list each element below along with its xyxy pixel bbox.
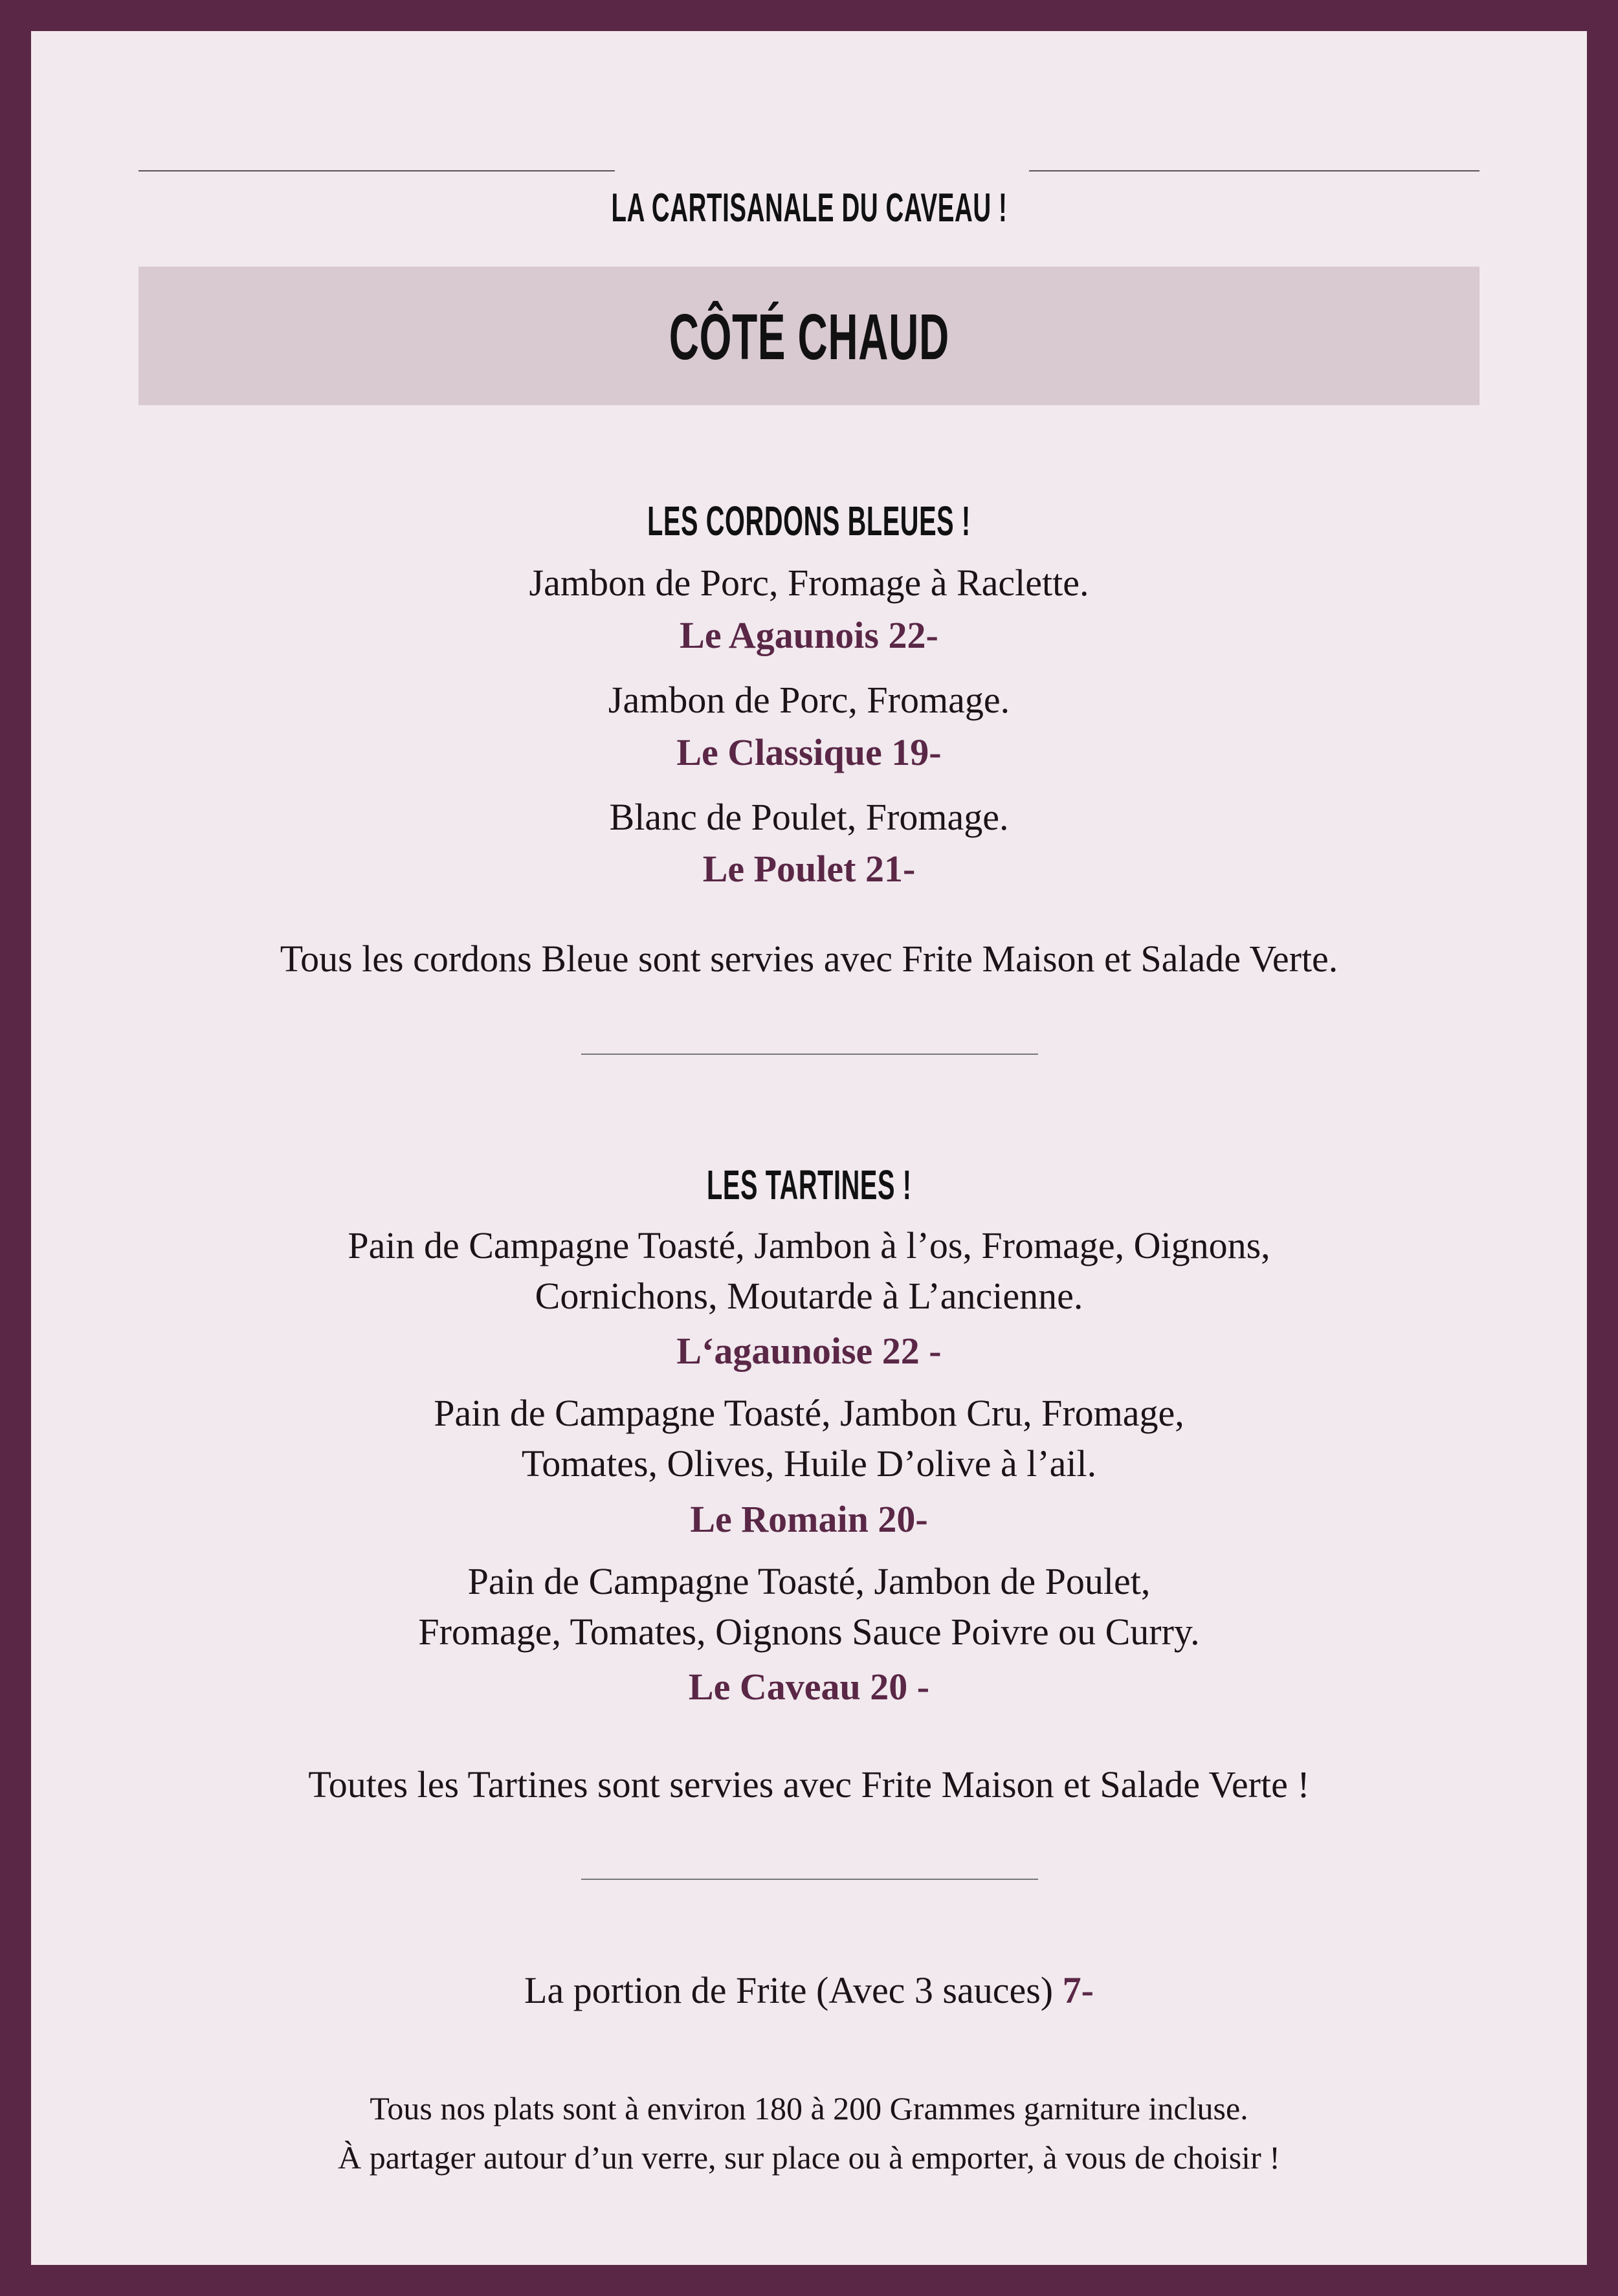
cordon-name-2: Le Classique 19-: [676, 731, 942, 773]
menu-header-title: LA CARTISANALE DU CAVEAU !: [611, 186, 1007, 230]
frites-line: [31, 1969, 1587, 2012]
menu-page: [31, 31, 1587, 2265]
tartine-desc-1-line-2: Cornichons, Moutarde à L’ancienne.: [535, 1275, 1083, 1317]
cordon-name-3: Le Poulet 21-: [702, 848, 916, 890]
frites-price: 7-: [1062, 1969, 1094, 2011]
tartine-desc-2-line-1: Pain de Campagne Toasté, Jambon Cru, Fromage,: [434, 1392, 1184, 1434]
cordons-heading: LES CORDONS BLEUES !: [647, 498, 971, 544]
section-title: CÔTÉ CHAUD: [669, 301, 949, 373]
cordon-desc-3: Blanc de Poulet, Fromage.: [609, 796, 1009, 838]
footer-note: [31, 2084, 1587, 2182]
tartine-desc-1-line-1: Pain de Campagne Toasté, Jambon à l’os, Fromage, Oignons,: [348, 1224, 1270, 1266]
cordon-desc-2: Jambon de Porc, Fromage.: [608, 679, 1010, 721]
tartine-desc-3-line-1: Pain de Campagne Toasté, Jambon de Poulet,: [467, 1560, 1151, 1602]
section-band: [139, 267, 1479, 405]
section-divider-1: [581, 1054, 1038, 1055]
frites-label: La portion de Frite (Avec 3 sauces): [524, 1969, 1063, 2011]
header-rule-right: [1029, 170, 1479, 171]
tartines-note: Toutes les Tartines sont servies avec Frite Maison et Salade Verte !: [308, 1763, 1310, 1805]
tartine-desc-1: [31, 1220, 1587, 1321]
tartine-desc-3: [31, 1556, 1587, 1657]
footer-line-2: À partager autour d’un verre, sur place ou à emporter, à vous de choisir !: [338, 2139, 1280, 2176]
cordon-name-1: Le Agaunois 22-: [680, 614, 938, 656]
tartine-name-1: L‘agaunoise 22 -: [676, 1330, 942, 1372]
tartine-desc-2: [31, 1388, 1587, 1489]
tartine-desc-2-line-2: Tomates, Olives, Huile D’olive à l’ail.: [521, 1442, 1097, 1485]
footer-line-1: Tous nos plats sont à environ 180 à 200 Grammes garniture incluse.: [370, 2090, 1248, 2126]
tartine-desc-3-line-2: Fromage, Tomates, Oignons Sauce Poivre ou Curry.: [418, 1611, 1200, 1653]
section-divider-2: [581, 1879, 1038, 1880]
tartine-name-2: Le Romain 20-: [690, 1498, 928, 1540]
cordon-desc-1: Jambon de Porc, Fromage à Raclette.: [529, 562, 1089, 604]
cordons-note: Tous les cordons Bleue sont servies avec Frite Maison et Salade Verte.: [280, 938, 1338, 980]
header-rule-left: [139, 170, 615, 171]
tartine-name-3: Le Caveau 20 -: [688, 1666, 930, 1708]
tartines-heading: LES TARTINES !: [706, 1162, 912, 1208]
